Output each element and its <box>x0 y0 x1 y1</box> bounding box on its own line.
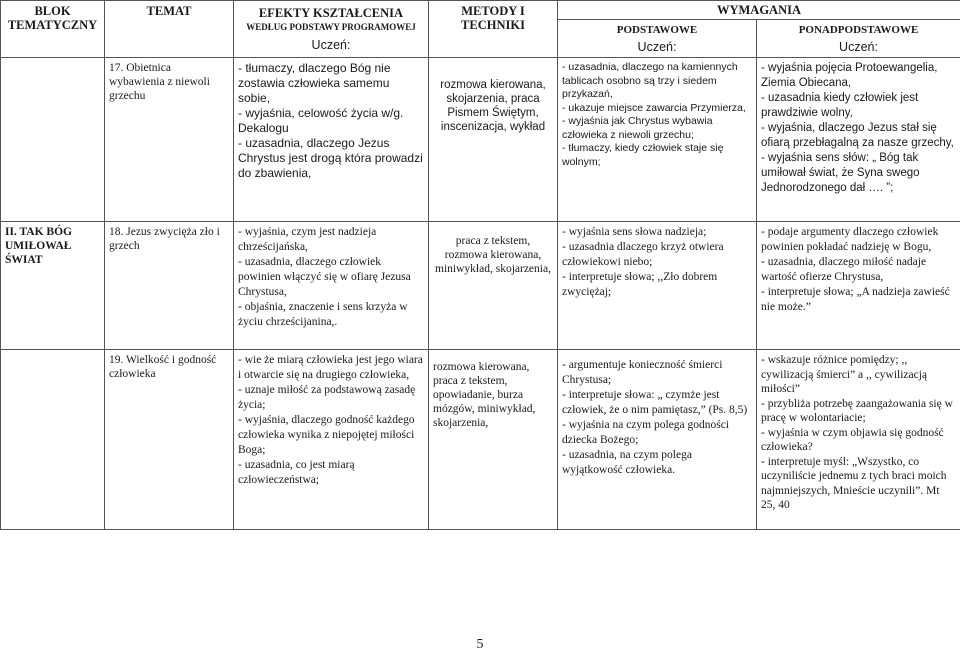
header-row-1 <box>1 1 960 20</box>
table-row <box>1 58 960 222</box>
topic-cell: 18. Jezus zwycięża zło i grzech <box>105 222 234 350</box>
basic-item: - uzasadnia, na czym polega wyjątkowość człowieka. <box>562 449 692 476</box>
effects-item: - wyjaśnia, czym jest nadzieja chrześcijańska, <box>238 226 377 253</box>
methods-cell: rozmowa kierowana, praca z tekstem, opowiadanie, burza mózgów, miniwykład, skojarzenia, <box>429 350 558 530</box>
effects-item: - wie że miarą człowieka jest jego wiara i otwarcie się na drugiego człowieka, <box>238 354 423 381</box>
effects-item: - uznaje miłość za podstawową zasadę życia; <box>238 384 416 411</box>
table-row <box>1 350 960 530</box>
header-effects-who: Uczeń: <box>311 38 351 52</box>
advanced-item: - wyjaśnia sens słów: „ Bóg tak umiłował świat, że Syna swego Jednorodzonego dał …. ”; <box>761 152 920 194</box>
header-basic-who: Uczeń: <box>637 40 677 54</box>
effects-item: - uzasadnia, dlaczego człowiek powinien włączyć się w ofiarę Jezusa Chrystusa, <box>238 256 411 298</box>
block-cell <box>1 58 105 222</box>
advanced-item: - wyjaśnia pojęcia Protoewangelia, Ziemia Obiecana, <box>761 62 938 89</box>
effects-item: - uzasadnia, co jest miarą człowieczeństwa; <box>238 459 355 486</box>
advanced-item: - uzasadnia kiedy człowiek jest prawdziwie wolny, <box>761 92 919 119</box>
basic-item: - ukazuje miejsce zawarcia Przymierza, <box>562 101 746 114</box>
advanced-item: - wyjaśnia w czym objawia się godność człowieka? <box>761 426 944 453</box>
basic-item: - wyjaśnia sens słowa nadzieja; <box>562 226 707 238</box>
header-topic: TEMAT <box>105 1 234 58</box>
effects-item: - objaśnia, znaczenie i sens krzyża w życiu chrześcijanina,. <box>238 301 408 328</box>
basic-item: - wyjaśnia na czym polega godności dziecka Bożego; <box>562 419 730 446</box>
methods-cell: rozmowa kierowana, skojarzenia, praca Pismem Świętym, inscenizacja, wykład <box>429 58 558 222</box>
effects-item: - tłumaczy, dlaczego Bóg nie zostawia człowieka samemu sobie, <box>238 61 391 105</box>
effects-item: - wyjaśnia, celowość życia w/g. Dekalogu <box>238 106 404 135</box>
header-advanced-label: PONADPODSTAWOWE <box>798 24 919 36</box>
basic-item: - uzasadnia, dlaczego na kamiennych tablicach osobno są trzy i siedem przykazań, <box>562 61 738 100</box>
basic-cell <box>558 222 757 350</box>
advanced-item: - podaje argumenty dlaczego człowiek powinien pokładać nadzieję w Bogu, <box>761 226 939 253</box>
basic-item: - interpretuje słowa; ,,Zło dobrem zwyciężaj; <box>562 271 718 298</box>
basic-item: - uzasadnia dlaczego krzyż otwiera człowiekowi niebo; <box>562 241 724 268</box>
page-number: 5 <box>476 637 484 652</box>
advanced-cell <box>757 58 960 222</box>
header-block: BLOK TEMATYCZNY <box>1 1 105 58</box>
basic-cell <box>558 350 757 530</box>
block-cell <box>1 350 105 530</box>
basic-item: - interpretuje słowa: „ czymże jest człowiek, że o nim pamiętasz,” (Ps. 8,5) <box>562 389 748 416</box>
header-advanced-who: Uczeń: <box>839 40 878 54</box>
effects-cell <box>234 58 429 222</box>
table-row <box>1 222 960 350</box>
header-basic <box>558 20 757 58</box>
header-effects-title: EFEKTY KSZTAŁCENIA <box>258 6 404 20</box>
effects-item: - uzasadnia, dlaczego Jezus Chrystus jest drogą która prowadzi do zbawienia, <box>238 136 423 180</box>
header-requirements: WYMAGANIA <box>558 1 960 20</box>
advanced-item: - wskazuje różnice pomiędzy; ,, cywilizacją śmierci” a ,, cywilizacją miłości” <box>761 354 928 395</box>
topic-cell: 19. Wielkość i godność człowieka <box>105 350 234 530</box>
basic-item: - argumentuje konieczność śmierci Chrystusa; <box>562 359 723 386</box>
advanced-item: - przybliża potrzebę zaangażowania się w pracę w wolontariacie; <box>761 397 953 424</box>
header-effects <box>234 1 429 58</box>
header-advanced <box>757 20 960 58</box>
header-basic-label: PODSTAWOWE <box>616 24 698 36</box>
topic-cell: 17. Obietnica wybawienia z niewoli grzechu <box>105 58 234 222</box>
block-cell: II. TAK BÓG UMIŁOWAŁ ŚWIAT <box>1 222 105 350</box>
header-effects-sub: WEDŁUG PODSTAWY PROGRAMOWEJ <box>246 22 416 32</box>
advanced-item: - uzasadnia, dlaczego miłość nadaje wartość ofierze Chrystusa, <box>761 256 927 283</box>
advanced-item: - wyjaśnia, dlaczego Jezus stał się ofiarą przebłagalną za nasze grzechy, <box>761 122 954 149</box>
advanced-item: - interpretuje myśl: „Wszystko, co uczyniliście jednemu z tych braci moich najmniejszych, Mnieście uczynili”. Mt 25, 40 <box>761 455 947 511</box>
advanced-item: - interpretuje słowa; „A nadzieja zawieść nie może.” <box>761 286 950 313</box>
effects-item: - wyjaśnia, dlaczego godność każdego człowieka wynika z niepojętej miłości Boga; <box>238 414 415 456</box>
advanced-cell <box>757 222 960 350</box>
header-methods: METODY I TECHNIKI <box>429 1 558 58</box>
effects-cell <box>234 222 429 350</box>
basic-item: - wyjaśnia jak Chrystus wybawia człowieka z niewoli grzechu; <box>562 115 713 141</box>
advanced-cell <box>757 350 960 530</box>
effects-cell <box>234 350 429 530</box>
methods-cell: praca z tekstem, rozmowa kierowana, miniwykład, skojarzenia, <box>429 222 558 350</box>
basic-cell <box>558 58 757 222</box>
basic-item: - tłumaczy, kiedy człowiek staje się wolnym; <box>562 142 724 168</box>
